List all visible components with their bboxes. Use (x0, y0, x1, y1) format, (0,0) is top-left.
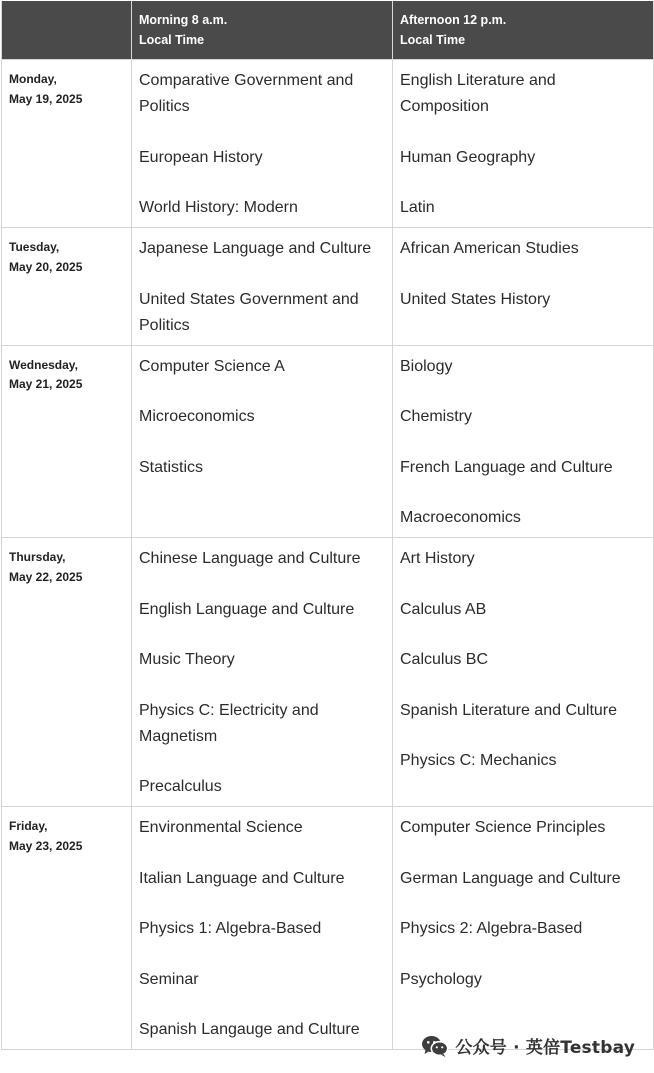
exam-subject: Japanese Language and Culture (139, 240, 372, 257)
morning-subjects-cell (132, 60, 393, 228)
exam-schedule-table (1, 1, 654, 1050)
exam-subject: Statistics (139, 458, 204, 476)
header-date (2, 1, 132, 60)
header-morning (132, 1, 393, 60)
exam-subject: Chemistry (400, 408, 473, 425)
day-label: Tuesday, (9, 240, 60, 254)
exam-subject: Seminar (139, 970, 199, 988)
exam-subject: African American Studies (400, 240, 579, 257)
table-row (2, 807, 654, 1050)
header-afternoon (393, 1, 654, 60)
exam-subject: Precalculus (139, 778, 222, 795)
exam-subject: Biology (400, 357, 453, 375)
exam-subject: Physics 2: Algebra-Based (400, 920, 583, 937)
exam-subject: Spanish Langauge and Culture (139, 1021, 360, 1038)
exam-subject: Physics C: Electricity and Magnetism (139, 701, 319, 745)
date-cell (2, 60, 132, 228)
wechat-icon (421, 1034, 449, 1058)
header-afternoon-line2: Local Time (400, 33, 466, 47)
afternoon-subjects-cell (393, 228, 654, 346)
exam-subject: Chinese Language and Culture (139, 550, 361, 567)
date-label: May 23, 2025 (9, 838, 83, 853)
table-header (2, 1, 654, 60)
exam-subject: European History (139, 148, 263, 166)
exam-subject: Computer Science A (139, 357, 285, 375)
morning-subjects-cell (132, 807, 393, 1050)
header-row (2, 1, 654, 60)
header-morning-line1: Morning 8 a.m. (139, 13, 228, 27)
date-cell (2, 807, 132, 1050)
exam-subject: Computer Science Principles (400, 819, 606, 836)
date-label: May 22, 2025 (9, 569, 83, 584)
exam-subject: Calculus BC (400, 651, 489, 668)
date-cell (2, 345, 132, 538)
exam-subject: United States Government and Politics (139, 290, 359, 334)
exam-subject: Comparative Government and Politics (139, 72, 354, 115)
header-morning-line2: Local Time (139, 33, 205, 47)
exam-subject: Music Theory (139, 651, 235, 668)
table-row (2, 345, 654, 538)
exam-subject: Human Geography (400, 148, 536, 166)
header-afternoon-line1: Afternoon 12 p.m. (400, 13, 507, 27)
exam-subject: Physics 1: Algebra-Based (139, 920, 322, 937)
table-row (2, 60, 654, 228)
exam-subject: Italian Language and Culture (139, 869, 345, 887)
morning-subjects-cell (132, 228, 393, 346)
exam-subject: Psychology (400, 970, 482, 988)
table-row (2, 228, 654, 346)
exam-subject: Calculus AB (400, 600, 487, 618)
exam-subject: English Language and Culture (139, 600, 355, 618)
day-label: Wednesday, (9, 357, 78, 372)
watermark (421, 1033, 635, 1058)
exam-subject: Physics C: Mechanics (400, 752, 557, 769)
morning-subjects-cell (132, 345, 393, 538)
morning-subjects-cell (132, 538, 393, 807)
day-label: Monday, (9, 72, 57, 86)
exam-subject: Latin (400, 199, 435, 216)
day-label: Thursday, (9, 550, 66, 564)
table-row (2, 538, 654, 807)
exam-subject: Macroeconomics (400, 509, 521, 526)
exam-subject: German Language and Culture (400, 869, 621, 887)
afternoon-subjects-cell (393, 538, 654, 807)
date-label: May 19, 2025 (9, 91, 83, 106)
date-cell (2, 538, 132, 807)
table-body (2, 60, 654, 1050)
afternoon-subjects-cell (393, 807, 654, 1050)
exam-subject: World History: Modern (139, 199, 298, 216)
exam-subject: Spanish Literature and Culture (400, 701, 618, 719)
exam-subject: English Literature and Composition (400, 72, 556, 115)
afternoon-subjects-cell (393, 345, 654, 538)
date-cell (2, 228, 132, 346)
watermark-text: 公众号 · 英倍Testbay (455, 1038, 635, 1058)
exam-subject: French Language and Culture (400, 458, 613, 476)
afternoon-subjects-cell (393, 60, 654, 228)
exam-subject: United States History (400, 290, 551, 308)
exam-subject: Environmental Science (139, 819, 303, 836)
date-label: May 20, 2025 (9, 259, 83, 274)
day-label: Friday, (9, 819, 48, 833)
exam-subject: Microeconomics (139, 408, 255, 425)
exam-subject: Art History (400, 550, 475, 567)
date-label: May 21, 2025 (9, 377, 83, 391)
